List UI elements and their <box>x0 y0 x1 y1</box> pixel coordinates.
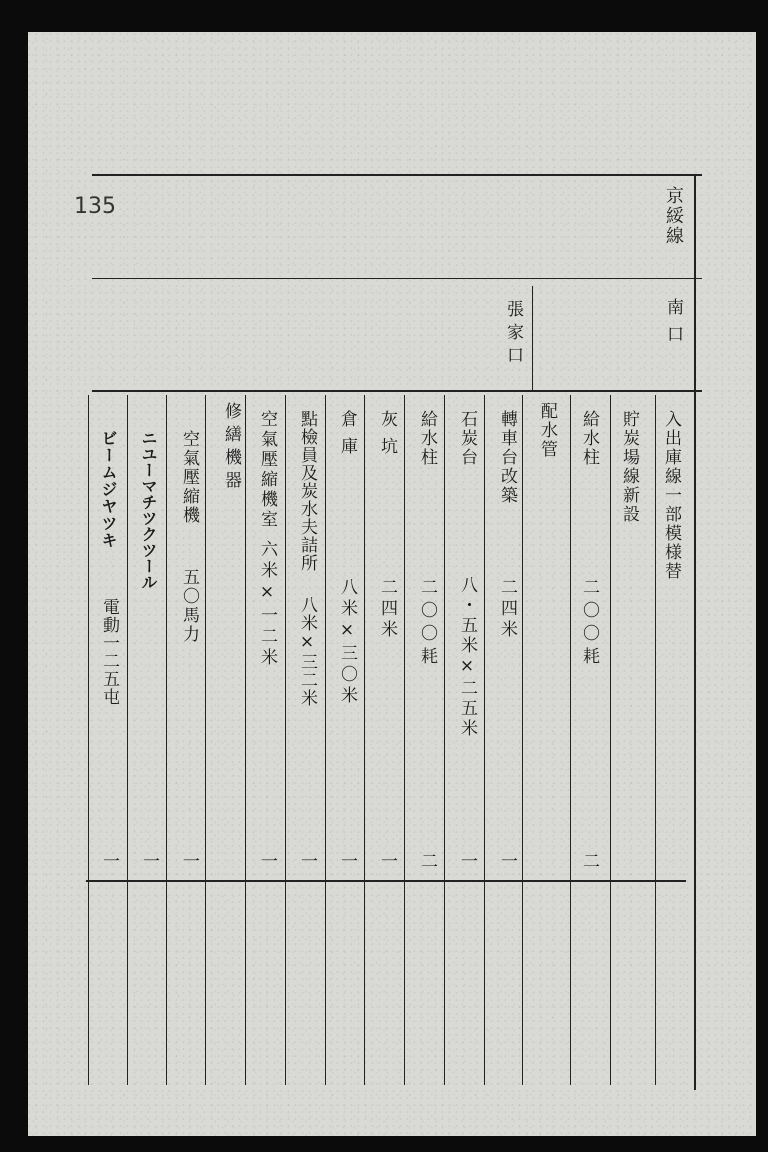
row-count: 一 <box>179 852 199 869</box>
row-spec: 電動一二五屯 <box>99 598 119 706</box>
col-sep <box>655 395 656 1085</box>
col-sep <box>570 395 571 1085</box>
row-item: 灰坑 <box>377 410 397 464</box>
page-number: 135 <box>74 194 116 219</box>
col-sep <box>610 395 611 1085</box>
row-count: 一 <box>337 852 357 869</box>
row-spec: 八・五米×二五米 <box>457 576 477 739</box>
row-spec: 二四米 <box>377 578 397 641</box>
row-count: 一 <box>139 852 159 869</box>
line-name: 京綏線 <box>663 186 684 246</box>
row-spec: 八米×三〇米 <box>337 578 357 707</box>
row-count: 一 <box>377 852 397 869</box>
col-sep <box>245 395 246 1085</box>
row-spec: 八米×三二米 <box>297 596 317 707</box>
row-spec: 二〇〇耗 <box>579 578 599 670</box>
row-spec: 二〇〇耗 <box>417 578 437 670</box>
row-item: 空氣壓縮機室 <box>257 410 277 530</box>
col-sep <box>404 395 405 1085</box>
row-item: ビームジヤツキ <box>99 430 118 549</box>
row-item: 石炭台 <box>457 410 477 467</box>
row-item: 入出庫線一部模様替 <box>661 410 681 581</box>
col-sep <box>325 395 326 1085</box>
col-sep <box>166 395 167 1085</box>
row-item: 給水柱 <box>417 410 437 467</box>
col-sep <box>285 395 286 1085</box>
row-spec: 五〇馬力 <box>179 568 199 644</box>
row-count: 二 <box>417 852 437 869</box>
row-count: 一 <box>257 852 277 869</box>
row-item: 配水管 <box>537 402 557 459</box>
row-spec: 二四米 <box>497 578 517 641</box>
col-sep <box>364 395 365 1085</box>
header-rule-1 <box>92 278 702 279</box>
table-top-rule <box>92 174 702 176</box>
row-item: ニユーマチツクツール <box>139 430 158 590</box>
col-sep <box>522 395 523 1085</box>
row-item: 倉庫 <box>337 410 357 464</box>
row-count: 一 <box>297 852 317 869</box>
count-rule <box>86 880 686 882</box>
row-spec: 六米×一二米 <box>257 540 277 669</box>
col-sep <box>205 395 206 1085</box>
row-item: 空氣壓縮機 <box>179 430 199 525</box>
station-nankou: 南口 <box>663 298 683 352</box>
col-sep <box>484 395 485 1085</box>
col-sep <box>88 395 89 1085</box>
row-count: 一 <box>457 852 477 869</box>
row-item: 修繕機器 <box>221 402 241 494</box>
row-count: 一 <box>99 852 119 869</box>
row-item: 轉車台改築 <box>497 410 517 505</box>
station-zhangjiakou: 張家口 <box>503 300 523 369</box>
row-count: 一 <box>497 852 517 869</box>
col-sep <box>444 395 445 1085</box>
row-item: 貯炭場線新設 <box>619 410 639 524</box>
row-count: 二 <box>579 852 599 869</box>
row-item: 給水柱 <box>579 410 599 467</box>
right-border <box>694 174 696 1090</box>
header-rule-2 <box>92 390 702 392</box>
row-item: 點檢員及炭水夫詰所 <box>297 410 317 572</box>
col-sep <box>127 395 128 1085</box>
station-divider <box>532 286 533 390</box>
